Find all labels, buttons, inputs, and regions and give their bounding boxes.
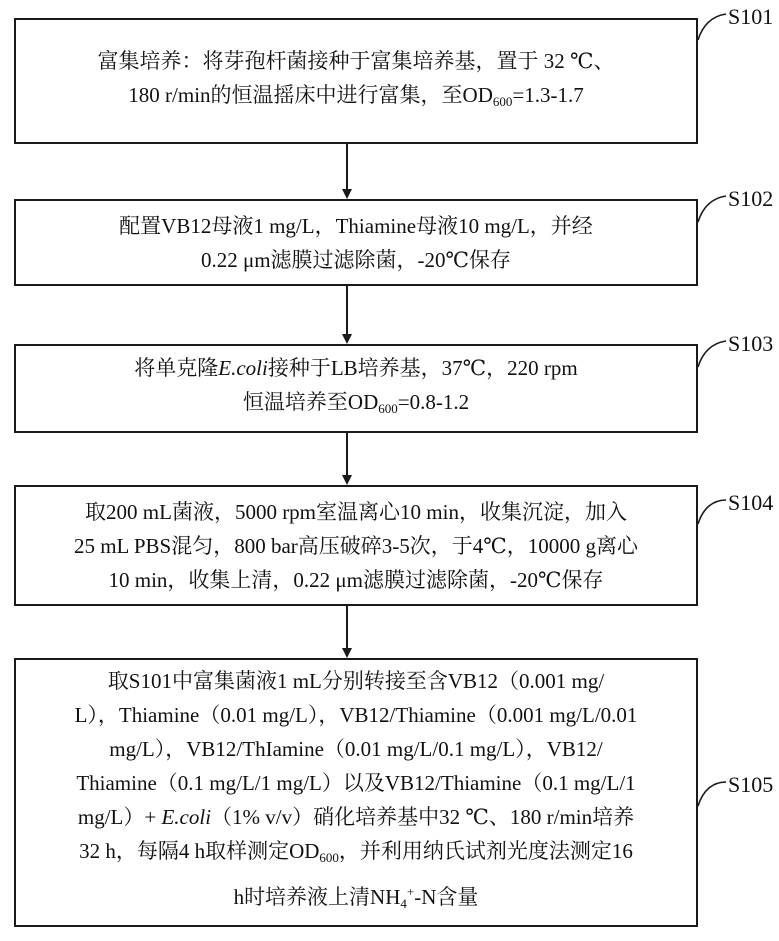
text-run: mg/L），VB12/ThIamine（0.01 mg/L/0.1 mg/L），VB12/	[109, 737, 603, 761]
text-run: 取200 mL菌液，5000 rpm室温离心10 min，收集沉淀，加入	[85, 499, 627, 524]
text-run: 25 mL PBS混匀，800 bar高压破碎3-5次，于4℃，10000 g离心	[73, 533, 639, 558]
step-label-s103: S103	[728, 331, 774, 356]
text-run: h时培养液上清NH	[233, 885, 401, 909]
step-label-s101: S101	[728, 4, 774, 29]
text-run: Thiamine（0.1 mg/L/1 mg/L）以及VB12/Thiamine（0.1 mg/L/1	[76, 771, 636, 795]
text-run: -N含量	[414, 885, 479, 909]
text-run: 恒温培养至OD	[242, 390, 379, 414]
text-run: 0.22 μm滤膜过滤除菌，-20℃保存	[200, 247, 512, 272]
leader-s103	[698, 341, 726, 367]
text-run: 富集培养：将芽孢杆菌接种于富集培养基，置于 32 ℃、	[97, 48, 615, 73]
text-run: L），Thiamine（0.01 mg/L），VB12/Thiamine（0.001 mg/L/0.01	[74, 703, 638, 727]
text-run: =0.8-1.2	[397, 390, 470, 414]
leader-s104	[698, 500, 726, 524]
subscript-text: 600	[378, 401, 398, 416]
text-run: 取S101中富集菌液1 mL分别转接至含VB12（0.001 mg/	[107, 669, 605, 693]
text-run: 180 r/min的恒温摇床中进行富集，至OD	[128, 82, 493, 107]
text-run: （1% v/v）硝化培养基中32 ℃、180 r/min培养	[211, 805, 635, 829]
text-run: 接种于LB培养基，37℃，220 rpm	[267, 356, 578, 380]
italic-text: E.coli	[218, 356, 268, 380]
step-label-s105: S105	[728, 772, 774, 797]
text-run: 配置VB12母液1 mg/L，Thiamine母液10 mg/L，并经	[119, 213, 593, 238]
subscript-text: 600	[319, 850, 339, 865]
leader-s102	[698, 196, 726, 222]
text-run: 将单克隆	[134, 356, 219, 380]
leader-s105	[698, 782, 726, 806]
text-run: ，并利用纳氏试剂光度法测定16	[338, 839, 633, 863]
step-label-s104: S104	[728, 490, 774, 515]
text-run: mg/L）+	[77, 805, 162, 829]
superscript-text: +	[406, 884, 415, 899]
subscript-text: 600	[492, 93, 513, 109]
leader-s101	[698, 14, 726, 40]
italic-text: E.coli	[161, 805, 212, 829]
text-run: 10 min，收集上清，0.22 μm滤膜过滤除菌，-20℃保存	[108, 567, 604, 592]
text-run: 32 h，每隔4 h取样测定OD	[79, 839, 320, 863]
text-run: =1.3-1.7	[512, 82, 584, 107]
subscript-text: 4	[400, 896, 407, 911]
step-label-s102: S102	[728, 186, 774, 211]
